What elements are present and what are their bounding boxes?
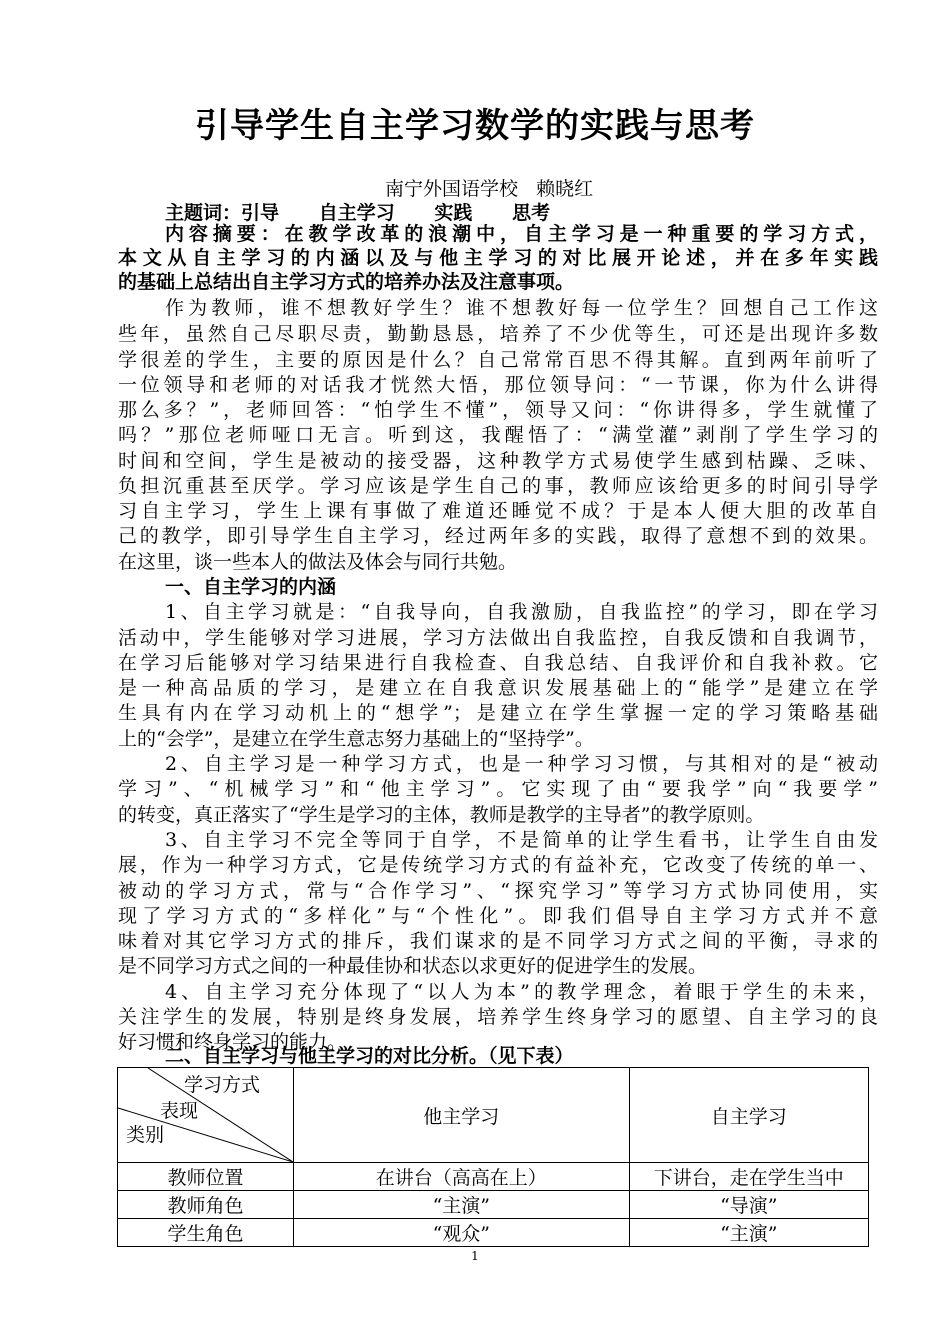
abstract-line: 内容摘要：在教学改革的浪潮中，自主学习是一种重要的学习方式， (165, 223, 878, 245)
keywords-line: 主题词：引导 自主学习 实践 思考 (165, 202, 551, 224)
text-line: 一位领导和老师的对话我才恍然大悟，那位领导问：“一节课，你为什么讲得 (118, 374, 878, 396)
diag-label-mid: 表现 (160, 1100, 199, 1122)
table-cell: “主演” (629, 1219, 868, 1247)
section-heading-1: 一、自主学习的内涵 (165, 576, 337, 598)
page-number: 1 (471, 1249, 479, 1263)
table-cell: “主演” (294, 1191, 630, 1219)
text-line: 3、自主学习不完全等同于自学，不是简单的让学生看书，让学生自由发 (165, 829, 878, 851)
text-line: 1、自主学习就是：“自我导向，自我激励，自我监控”的学习，即在学习 (165, 601, 878, 623)
diag-label-top: 学习方式 (184, 1074, 261, 1096)
text-line: 负担沉重甚至厌学。学习应该是学生自己的事，教师应该给更多的时间引导学 (118, 475, 878, 497)
text-line: 上的“会学”，是建立在学生意志努力基础上的“坚持学”。 (118, 728, 594, 750)
text-line: 习自主学习，学生上课有事做了难道还睡觉不成？于是本人便大胆的改革自 (118, 500, 878, 522)
table-cell: “导演” (629, 1191, 868, 1219)
text-line: 是不同学习方式之间的一种最佳协和状态以求更好的促进学生的发展。 (118, 955, 708, 977)
text-line: 些年，虽然自己尽职尽责，勤勤恳恳，培养了不少优等生，可还是出现许多数 (118, 323, 878, 345)
text-line: 味着对其它学习方式的排斥，我们谋求的是不同学习方式之间的平衡，寻求的 (118, 930, 878, 952)
row-label: 学生角色 (118, 1219, 294, 1247)
text-line: 展，作为一种学习方式，它是传统学习方式的有益补充，它改变了传统的单一、 (118, 854, 878, 876)
text-line: 己的教学，即引导学生自主学习，经过两年多的实践，取得了意想不到的效果。 (118, 525, 878, 547)
diagonal-header-cell (118, 1068, 294, 1163)
table-cell: “观众” (294, 1219, 630, 1247)
author-line: 南宁外国语学校 赖晓红 (385, 178, 594, 200)
text-line: 学习”、“机械学习”和“他主学习”。它实现了由“要我学”向“我要学” (118, 778, 878, 800)
text-line: 好习惯和终身学习的能力。 (118, 1031, 347, 1053)
table-header-row (118, 1068, 869, 1163)
text-line: 那么多？”，老师回答：“怕学生不懂”，领导又问：“你讲得多，学生就懂了 (118, 399, 878, 421)
diag-label-bottom: 类别 (126, 1124, 165, 1146)
text-line: 在学习后能够对学习结果进行自我检查、自我总结、自我评价和自我补救。它 (118, 652, 878, 674)
text-line: 活动中，学生能够对学习进展，学习方法做出自我监控，自我反馈和自我调节， (118, 627, 878, 649)
text-line: 时间和空间，学生是被动的接受器，这种教学方式易使学生感到枯躁、乏味、 (118, 450, 878, 472)
text-line: 作为教师，谁不想教好学生？谁不想教好每一位学生？回想自己工作这 (165, 297, 878, 319)
table-cell: 下讲台，走在学生当中 (629, 1163, 868, 1191)
text-line: 吗？”那位老师哑口无言。听到这，我醒悟了：“满堂灌”剥削了学生学习的 (118, 424, 878, 446)
text-line: 的转变，真正落实了“学生是学习的主体，教师是教学的主导者”的教学原则。 (118, 804, 765, 826)
column-header: 他主学习 (294, 1068, 630, 1163)
abstract-line: 的基础上总结出自主学习方式的培养办法及注意事项。 (118, 271, 575, 293)
text-line: 被动的学习方式，常与“合作学习”、“探究学习”等学习方式协同使用，实 (118, 880, 878, 902)
table-cell: 在讲台（高高在上） (294, 1163, 630, 1191)
section-heading-2: 二、自主学习与他主学习的对比分析。（见下表） (165, 1045, 574, 1067)
text-line: 在这里，谈一些本人的做法及体会与同行共勉。 (118, 551, 518, 573)
text-line: 是一种高品质的学习，是建立在自我意识发展基础上的“能学”是建立在学 (118, 677, 878, 699)
table-row (118, 1163, 869, 1191)
row-label: 教师位置 (118, 1163, 294, 1191)
row-label: 教师角色 (118, 1191, 294, 1219)
comparison-table (117, 1067, 869, 1247)
text-line: 生具有内在学习动机上的“想学”；是建立在学生掌握一定的学习策略基础 (118, 702, 878, 724)
text-line: 现了学习方式的“多样化”与“个性化”。即我们倡导自主学习方式并不意 (118, 905, 878, 927)
column-header: 自主学习 (629, 1068, 868, 1163)
table-row (118, 1191, 869, 1219)
text-line: 学很差的学生，主要的原因是什么？自己常常百思不得其解。直到两年前听了 (118, 349, 878, 371)
table-row (118, 1219, 869, 1247)
text-line: 2、自主学习是一种学习方式，也是一种学习习惯，与其相对的是“被动 (165, 753, 878, 775)
page-title: 引导学生自主学习数学的实践与思考 (195, 106, 755, 146)
text-line: 4、自主学习充分体现了“以人为本”的教学理念，着眼于学生的未来， (165, 981, 878, 1003)
abstract-line: 本文从自主学习的内涵以及与他主学习的对比展开论述，并在多年实践 (118, 247, 878, 269)
text-line: 关注学生的发展，特别是终身发展，培养学生终身学习的愿望、自主学习的良 (118, 1006, 878, 1028)
